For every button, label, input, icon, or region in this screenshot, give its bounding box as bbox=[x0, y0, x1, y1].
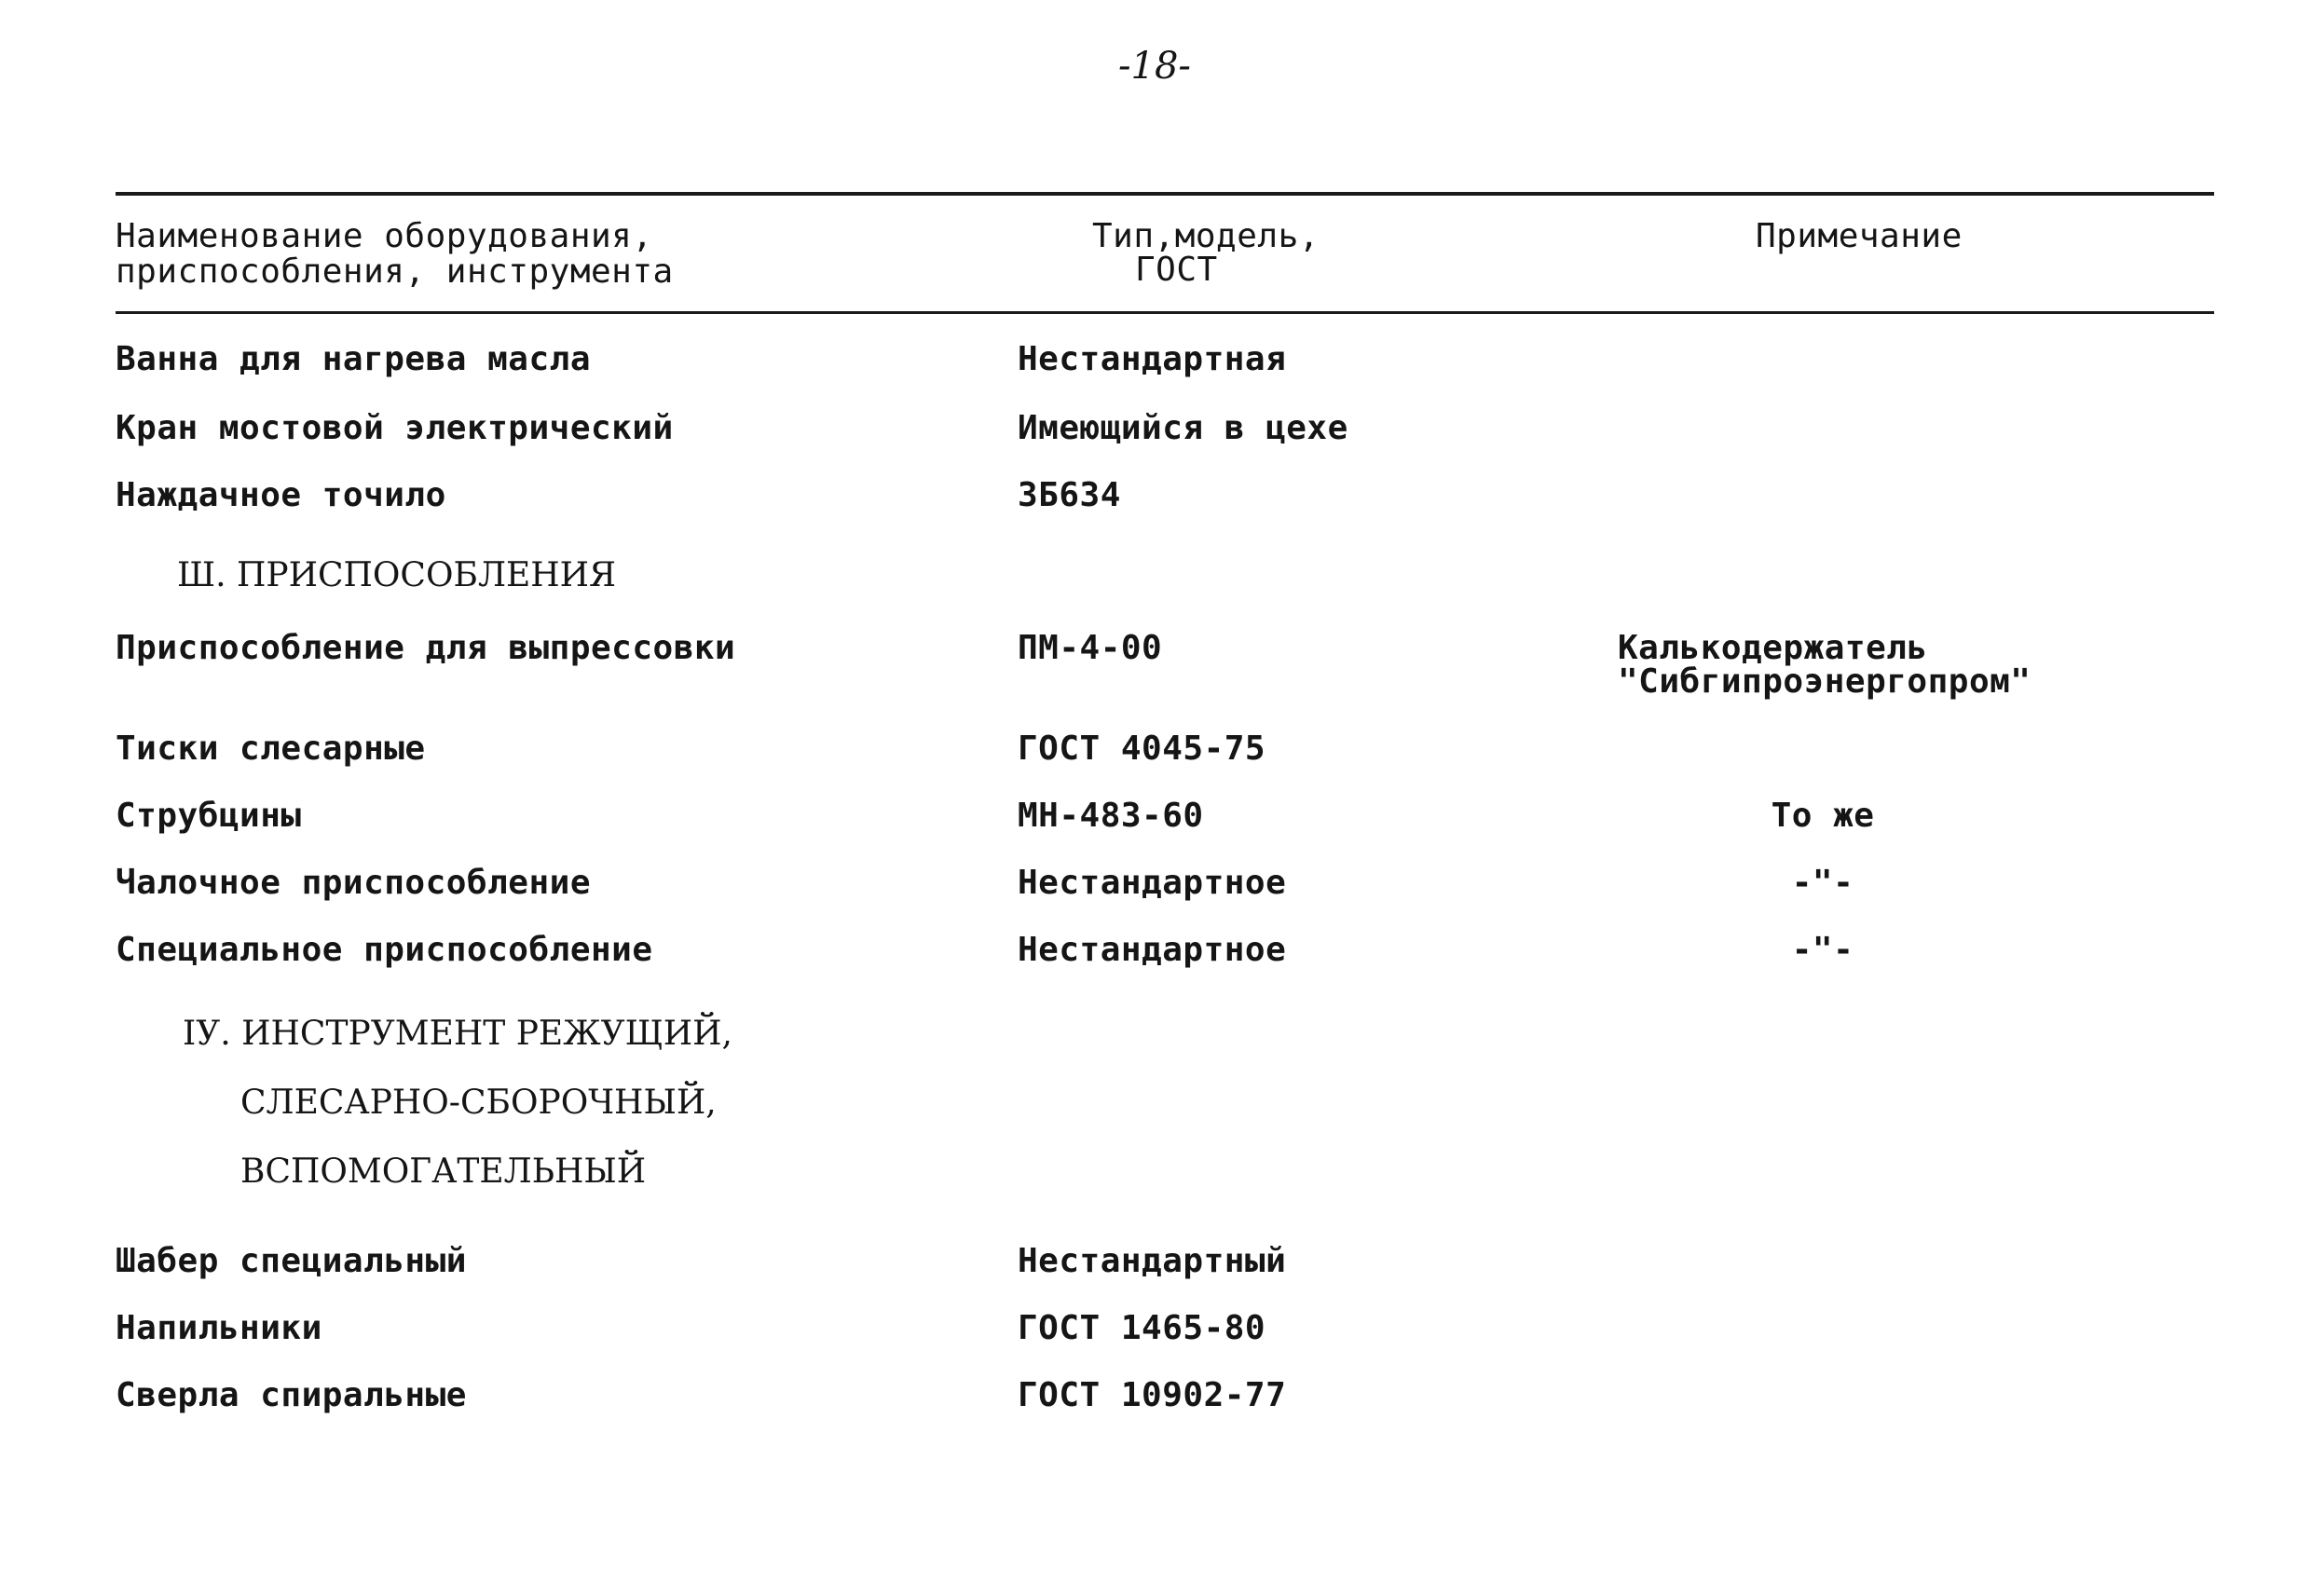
row-type: ГОСТ 1465-80 bbox=[1018, 1309, 1266, 1347]
section-heading-tools-line1: IУ. ИНСТРУМЕНТ РЕЖУЩИЙ, bbox=[183, 1015, 732, 1053]
table-top-rule bbox=[116, 192, 2214, 196]
row-type: ГОСТ 10902-77 bbox=[1018, 1376, 1287, 1414]
row-name: Кран мостовой электрический bbox=[116, 409, 674, 447]
row-name: Напильники bbox=[116, 1309, 322, 1347]
row-type: ПМ-4-00 bbox=[1018, 629, 1163, 667]
row-type: МН-483-60 bbox=[1018, 797, 1204, 835]
row-type: Имеющийся в цехе bbox=[1018, 409, 1348, 447]
row-name: Специальное приспособление bbox=[116, 931, 653, 969]
row-name: Тиски слесарные bbox=[116, 730, 426, 768]
header-col-type-line1: Тип,модель, bbox=[1092, 217, 1320, 255]
row-type: ГОСТ 4045-75 bbox=[1018, 730, 1266, 768]
header-col-name-line1: Наименование оборудования, bbox=[116, 217, 653, 255]
row-note: То же bbox=[1771, 797, 1875, 835]
row-type: Нестандартное bbox=[1018, 931, 1287, 969]
row-name: Приспособление для выпрессовки bbox=[116, 629, 736, 667]
page-number: -18- bbox=[1118, 45, 1191, 88]
row-note: -"- bbox=[1791, 864, 1854, 902]
header-col-name-line2: приспособления, инструмента bbox=[116, 252, 674, 291]
row-note: -"- bbox=[1791, 931, 1854, 969]
row-note-line1: Калькодержатель bbox=[1618, 629, 1928, 667]
section-heading-fixtures: Ш. ПРИСПОСОБЛЕНИЯ bbox=[177, 556, 617, 594]
row-name: Ванна для нагрева масла bbox=[116, 340, 591, 378]
row-name: Струбцины bbox=[116, 797, 302, 835]
row-name: Сверла спиральные bbox=[116, 1376, 467, 1414]
section-heading-tools-line2: СЛЕСАРНО-СБОРОЧНЫЙ, bbox=[240, 1084, 717, 1122]
row-note-line2: "Сибгипроэнергопром" bbox=[1618, 662, 2032, 701]
row-name: Чалочное приспособление bbox=[116, 864, 591, 902]
row-name: Наждачное точило bbox=[116, 476, 446, 514]
row-type: Нестандартная bbox=[1018, 340, 1287, 378]
row-type: 3Б634 bbox=[1018, 476, 1121, 514]
header-col-note: Примечание bbox=[1756, 217, 1963, 255]
row-name: Шабер специальный bbox=[116, 1242, 467, 1280]
row-type: Нестандартный bbox=[1018, 1242, 1287, 1280]
section-heading-tools-line3: ВСПОМОГАТЕЛЬНЫЙ bbox=[240, 1153, 647, 1191]
header-col-type-line2: ГОСТ bbox=[1135, 251, 1218, 289]
table-header-rule bbox=[116, 311, 2214, 314]
row-type: Нестандартное bbox=[1018, 864, 1287, 902]
